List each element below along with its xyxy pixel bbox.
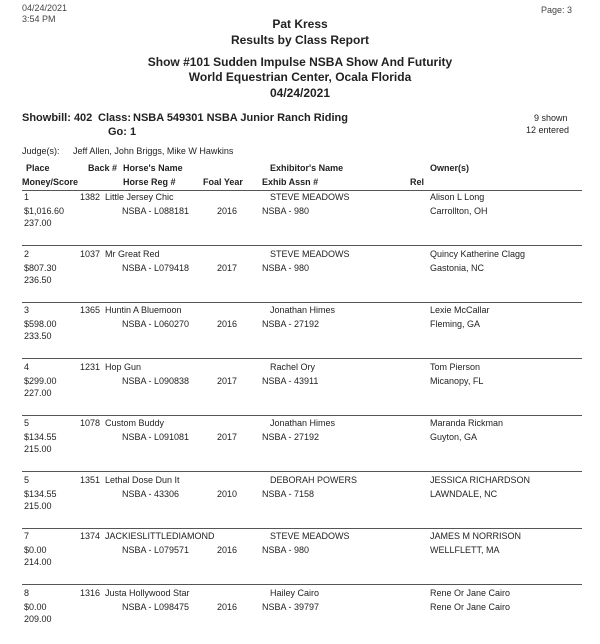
entry-horse-reg: NSBA - L079418	[122, 262, 190, 273]
entry-horse-name: JACKIESLITTLEDIAMOND	[105, 531, 215, 541]
report-title: Results by Class Report	[230, 33, 370, 47]
entry-owner-location: LAWNDALE, NC	[430, 488, 498, 499]
entry-money: $0.00	[24, 545, 47, 555]
row-divider	[22, 584, 582, 585]
entry-foal-year: 2017	[217, 262, 238, 273]
entry-place: 3	[24, 305, 30, 315]
header-divider	[22, 190, 582, 191]
row-divider	[22, 245, 582, 246]
entry-horse-reg: NSBA - L060270	[122, 319, 190, 329]
entry-exhibitor-name: DEBORAH POWERS	[270, 474, 358, 485]
entry-back-number: 1316	[80, 587, 101, 598]
print-date: 04/24/2021	[22, 3, 68, 13]
entry-back-number: 1351	[80, 474, 101, 485]
entry-score: 215.00	[24, 444, 52, 454]
entry-score: 214.00	[24, 557, 52, 567]
entry-horse-reg: NSBA - 43306	[122, 488, 180, 499]
show-venue: World Equestrian Center, Ocala Florida	[188, 70, 412, 84]
judges-label: Judge(s):	[22, 146, 60, 156]
entry-foal-year: 2016	[217, 206, 238, 216]
entry-score: 209.00	[24, 613, 52, 624]
entry-owner: Alison L Long	[430, 192, 485, 202]
entry-exhibitor-name: Jonathan Himes	[270, 418, 336, 428]
result-row	[0, 418, 600, 474]
entry-horse-name: Mr Great Red	[105, 248, 160, 259]
col-money-score: Money/Score	[22, 177, 79, 187]
result-row	[0, 192, 600, 248]
entry-owner-location: Fleming, GA	[430, 319, 481, 329]
entry-horse-name: Hop Gun	[105, 361, 142, 372]
row-divider	[22, 528, 582, 529]
entry-exhib-assn: NSBA - 27192	[262, 432, 320, 442]
shown-count: 9 shown	[534, 113, 568, 123]
entry-foal-year: 2016	[217, 545, 238, 555]
entry-exhibitor-name: Rachel Ory	[270, 361, 316, 372]
entry-place: 4	[24, 361, 30, 372]
entry-exhib-assn: NSBA - 43911	[262, 375, 319, 386]
entry-horse-reg: NSBA - L098475	[122, 601, 190, 612]
col-horse-name: Horse's Name	[123, 163, 183, 173]
entry-owner-location: Guyton, GA	[430, 432, 478, 442]
entry-foal-year: 2017	[217, 432, 238, 442]
entry-owner-location: Carrollton, OH	[430, 206, 488, 216]
entry-back-number: 1365	[80, 305, 101, 315]
entry-place: 5	[24, 418, 30, 428]
result-row	[0, 531, 600, 587]
entry-score: 233.50	[24, 331, 52, 341]
col-horse-reg: Horse Reg #	[123, 177, 176, 187]
col-foal-year: Foal Year	[203, 177, 243, 187]
entry-money: $299.00	[24, 375, 57, 386]
entry-horse-name: Little Jersey Chic	[105, 192, 174, 202]
row-divider	[22, 358, 582, 359]
entry-horse-reg: NSBA - L091081	[122, 432, 190, 442]
entry-exhibitor-name: Jonathan Himes	[270, 305, 336, 315]
entry-score: 236.50	[24, 274, 52, 285]
col-exhibitor-name: Exhibitor's Name	[270, 163, 344, 173]
col-place: Place	[26, 163, 50, 173]
entry-place: 5	[24, 474, 30, 485]
showbill: Showbill: 402	[22, 112, 93, 124]
entry-back-number: 1382	[80, 192, 101, 202]
col-exhib-assn: Exhib Assn #	[262, 177, 319, 187]
report-owner-name: Pat Kress	[272, 17, 328, 31]
entry-score: 227.00	[24, 387, 52, 398]
row-divider	[22, 302, 582, 303]
entry-horse-name: Justa Hollywood Star	[105, 587, 190, 598]
entry-owner: JESSICA RICHARDSON	[430, 474, 531, 485]
entry-money: $0.00	[24, 601, 47, 612]
entry-horse-name: Lethal Dose Dun It	[105, 474, 180, 485]
entry-score: 237.00	[24, 218, 52, 228]
entry-exhibitor-name: STEVE MEADOWS	[270, 192, 350, 202]
entry-owner: Lexie McCallar	[430, 305, 490, 315]
entry-horse-reg: NSBA - L088181	[122, 206, 190, 216]
entry-score: 215.00	[24, 500, 52, 511]
entry-exhib-assn: NSBA - 980	[262, 545, 310, 555]
entry-back-number: 1374	[80, 531, 101, 541]
class-name: NSBA 549301 NSBA Junior Ranch Riding	[133, 112, 348, 124]
entry-exhib-assn: NSBA - 980	[262, 206, 310, 216]
entry-owner: Quincy Katherine Clagg	[430, 248, 526, 259]
entry-money: $807.30	[24, 262, 57, 273]
entry-horse-reg: NSBA - L090838	[122, 375, 190, 386]
entry-horse-reg: NSBA - L079571	[122, 545, 190, 555]
entry-place: 8	[24, 587, 30, 598]
show-title: Show #101 Sudden Impulse NSBA Show And Futurity	[147, 55, 453, 69]
entry-money: $134.55	[24, 488, 57, 499]
entry-back-number: 1078	[80, 418, 101, 428]
row-divider	[22, 471, 582, 472]
entry-back-number: 1037	[80, 248, 101, 259]
entry-horse-name: Custom Buddy	[105, 418, 165, 428]
result-row	[0, 305, 600, 361]
entry-exhib-assn: NSBA - 7158	[262, 488, 315, 499]
entry-money: $1,016.60	[24, 206, 65, 216]
entered-count: 12 entered	[526, 125, 570, 135]
entry-horse-name: Huntin A Bluemoon	[105, 305, 182, 315]
entry-foal-year: 2016	[217, 601, 238, 612]
result-row	[0, 362, 600, 418]
entry-exhibitor-name: STEVE MEADOWS	[270, 248, 350, 259]
entry-owner-location: WELLFLETT, MA	[430, 545, 500, 555]
entry-owner-location: Micanopy, FL	[430, 375, 484, 386]
entry-exhib-assn: NSBA - 980	[262, 262, 310, 273]
entry-owner: Tom Pierson	[430, 361, 481, 372]
entry-place: 7	[24, 531, 30, 541]
entry-owner: Rene Or Jane Cairo	[430, 587, 511, 598]
entry-exhibitor-name: STEVE MEADOWS	[270, 531, 350, 541]
entry-owner-location: Rene Or Jane Cairo	[430, 601, 511, 612]
col-owners: Owner(s)	[430, 163, 470, 173]
show-date: 04/24/2021	[269, 86, 331, 100]
entry-place: 1	[24, 192, 30, 202]
col-back: Back #	[88, 163, 118, 173]
entry-foal-year: 2017	[217, 375, 238, 386]
page-number: Page: 3	[541, 5, 573, 15]
class-label: Class:	[98, 112, 132, 124]
result-row	[0, 475, 600, 531]
entry-foal-year: 2010	[217, 488, 238, 499]
result-row	[0, 588, 600, 644]
row-divider	[22, 415, 582, 416]
go-round: Go: 1	[108, 126, 137, 138]
entry-place: 2	[24, 248, 30, 259]
entry-owner: Maranda Rickman	[430, 418, 504, 428]
entry-back-number: 1231	[80, 361, 101, 372]
entry-money: $598.00	[24, 319, 57, 329]
entry-foal-year: 2016	[217, 319, 238, 329]
entry-money: $134.55	[24, 432, 57, 442]
judges-list: Jeff Allen, John Briggs, Mike W Hawkins	[73, 146, 234, 156]
entry-exhib-assn: NSBA - 39797	[262, 601, 320, 612]
print-time: 3:54 PM	[22, 14, 56, 24]
col-rel: Rel	[410, 177, 425, 187]
entry-owner: JAMES M NORRISON	[430, 531, 522, 541]
entry-owner-location: Gastonia, NC	[430, 262, 485, 273]
result-row	[0, 249, 600, 305]
entry-exhibitor-name: Hailey Cairo	[270, 587, 320, 598]
entry-exhib-assn: NSBA - 27192	[262, 319, 320, 329]
